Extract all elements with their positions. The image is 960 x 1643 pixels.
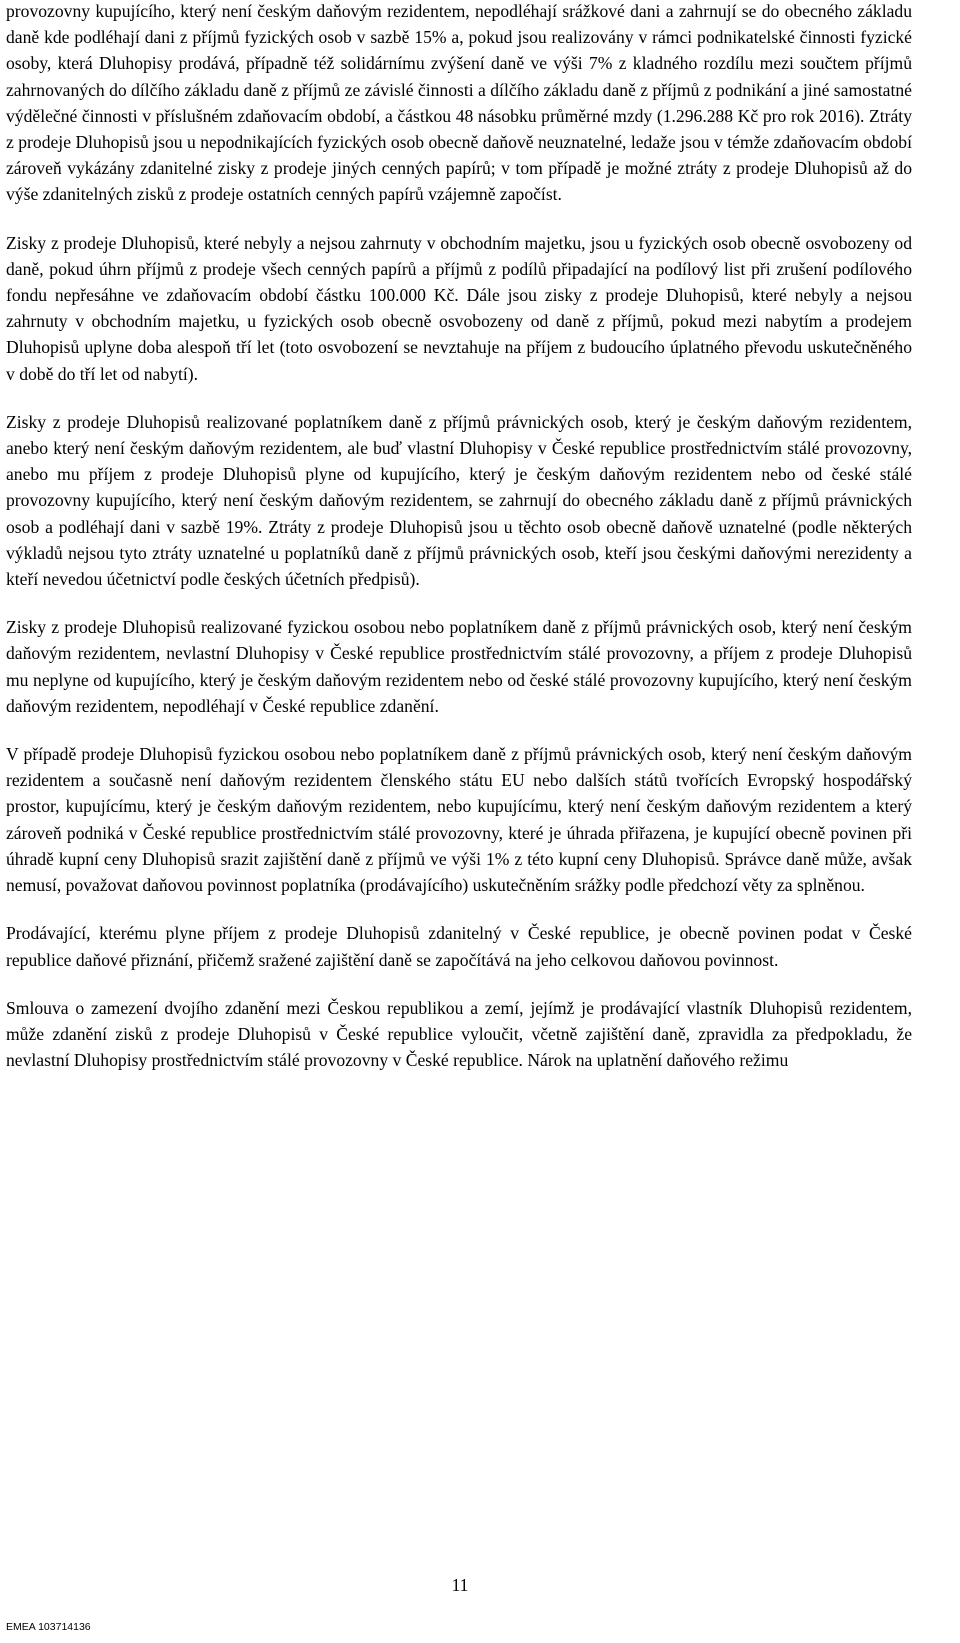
document-id: EMEA 103714136 xyxy=(6,1621,91,1633)
paragraph-exemptions: Zisky z prodeje Dluhopisů, které nebyly a nejsou zahrnuty v obchodním majetku, jsou u fyzických osob obecně osvobozeny od daně, pokud úhrn příjmů z prodeje všech cenných papírů a příjmů z podílů připadající na podílový list při zrušení podílového fondu nepřesáhne ve zdaňovacím období částku 100.000 Kč. Dále jsou zisky z prodeje Dluhopisů, které nebyly a nejsou zahrnuty v obchodním majetku, u fyzických osob obecně osvobozeny od daně z příjmů, pokud mezi nabytím a prodejem Dluhopisů uplyne doba alespoň tří let (toto osvobození se nevztahuje na příjem z budoucího úplatného převodu uskutečněného v době do tří let od nabytí). xyxy=(6,232,912,384)
page-number: 11 xyxy=(451,1575,469,1595)
document-body xyxy=(6,0,912,1095)
paragraph-capital-gains-individuals: provozovny kupujícího, který není českým daňovým rezidentem, nepodléhají srážkové dani a zahrnují se do obecného základu daně kde podléhají dani z příjmů fyzických osob v sazbě 15% a, pokud jsou realizovány v rámci podnikatelské činnosti fyzické osoby, která Dluhopisy prodává, případně též solidárnímu zvýšení daně ve výši 7% z kladného rozdílu mezi součtem příjmů zahrnovaných do dílčího základu daně z příjmů ze závislé činnosti a dílčího základu daně z příjmů z podnikání a jiné samostatné výdělečné činnosti v příslušném zdaňovacím období, a částkou 48 násobku průměrné mzdy (1.296.288 Kč pro rok 2016). Ztráty z prodeje Dluhopisů jsou u nepodnikajících fyzických osob obecně daňově neuznatelné, ledaže jsou v témže zdaňovacím období zároveň vykázány zdanitelné zisky z prodeje jiných cenných papírů; v tom případě je možné ztráty z prodeje Dluhopisů až do výše zdanitelných zisků z prodeje ostatních cenných papírů vzájemně započíst. xyxy=(6,1,912,205)
paragraph-tax-return: Prodávající, kterému plyne příjem z prodeje Dluhopisů zdanitelný v České republice, je obecně povinen podat v České republice daňové přiznání, přičemž sražené zajištění daně se započítává na jeho celkovou daňovou povinnost. xyxy=(6,923,912,970)
paragraph-legal-entities: Zisky z prodeje Dluhopisů realizované poplatníkem daně z příjmů právnických osob, který je českým daňovým rezidentem, anebo který není českým daňovým rezidentem, ale buď vlastní Dluhopisy v České republice prostřednictvím stálé provozovny, anebo mu příjem z prodeje Dluhopisů plyne od kupujícího, který je českým daňovým rezidentem nebo od české stálé provozovny kupujícího, který není českým daňovým rezidentem, se zahrnují do obecného základu daně z příjmů právnických osob a podléhají dani v sazbě 19%. Ztráty z prodeje Dluhopisů jsou u těchto osob obecně daňově uznatelné (podle některých výkladů nejsou tyto ztráty uznatelné u poplatníků daně z příjmů právnických osob, kteří jsou českými daňovými nerezidenty a kteří nevedou účetnictví podle českých účetních předpisů). xyxy=(6,411,912,590)
paragraph-double-taxation-treaty: Smlouva o zamezení dvojího zdanění mezi Českou republikou a zemí, jejímž je prodávající vlastník Dluhopisů rezidentem, může zdanění zisků z prodeje Dluhopisů v České republice vyloučit, včetně zajištění daně, zpravidla za předpokladu, že nevlastní Dluhopisy prostřednictvím stálé provozovny v České republice. Nárok na uplatnění daňového režimu xyxy=(6,997,912,1071)
paragraph-withholding-security: V případě prodeje Dluhopisů fyzickou osobou nebo poplatníkem daně z příjmů právnických osob, který není českým daňovým rezidentem a současně není daňovým rezidentem členského státu EU nebo dalších států tvořících Evropský hospodářský prostor, kupujícímu, který je českým daňovým rezidentem, nebo kupujícímu, který není českým daňovým rezidentem a který zároveň podniká v České republice prostřednictvím stálé provozovny, které je úhrada přiřazena, je kupující obecně povinen při úhradě kupní ceny Dluhopisů srazit zajištění daně z příjmů ve výši 1% z této kupní ceny Dluhopisů. Správce daně může, avšak nemusí, považovat daňovou povinnost poplatníka (prodávajícího) uskutečněním srážky podle předchozí věty za splněnou. xyxy=(6,744,912,896)
paragraph-nonresidents: Zisky z prodeje Dluhopisů realizované fyzickou osobou nebo poplatníkem daně z příjmů právnických osob, který není českým daňovým rezidentem, nevlastní Dluhopisy v České republice prostřednictvím stálé provozovny, a příjem z prodeje Dluhopisů mu neplyne od kupujícího, který je českým daňovým rezidentem nebo od české stálé provozovny kupujícího, který není českým daňovým rezidentem, nepodléhají v České republice zdanění. xyxy=(6,617,912,716)
